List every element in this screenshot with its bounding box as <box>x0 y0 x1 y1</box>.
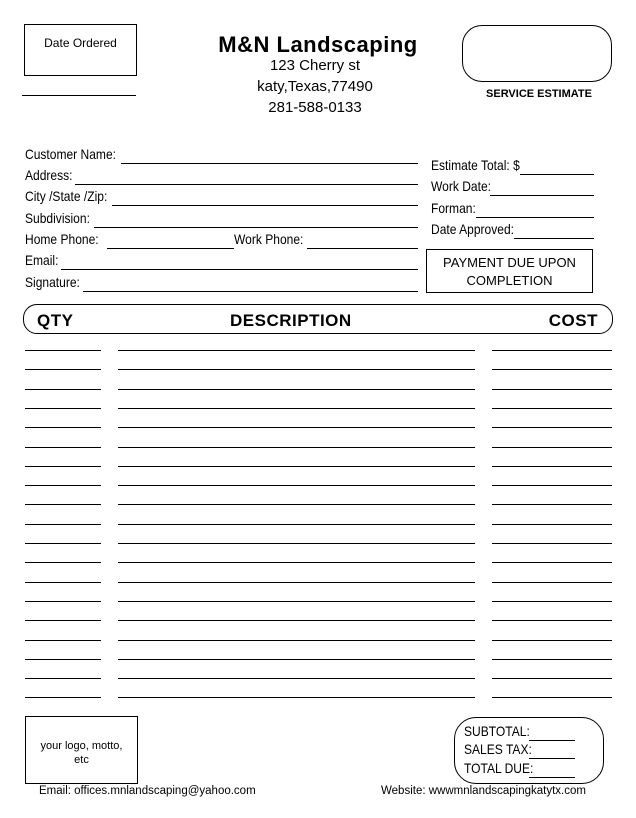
logo-placeholder-line1: your logo, motto, <box>40 740 123 752</box>
description-line[interactable] <box>118 427 475 428</box>
qty-line[interactable] <box>25 389 101 390</box>
qty-line[interactable] <box>25 562 101 563</box>
cost-line[interactable] <box>492 466 612 467</box>
home-phone-label: Home Phone: <box>25 231 99 247</box>
work-phone-field[interactable] <box>307 248 418 249</box>
subdivision-label: Subdivision: <box>25 210 90 226</box>
qty-line[interactable] <box>25 678 101 679</box>
description-line[interactable] <box>118 466 475 467</box>
table-header-bar <box>23 304 613 334</box>
description-line[interactable] <box>118 408 475 409</box>
email-field[interactable] <box>61 269 418 270</box>
cost-line[interactable] <box>492 678 612 679</box>
cost-line[interactable] <box>492 582 612 583</box>
description-line[interactable] <box>118 543 475 544</box>
work-date-label: Work Date: <box>431 178 491 194</box>
cost-line[interactable] <box>492 640 612 641</box>
service-estimate-label: SERVICE ESTIMATE <box>486 88 592 100</box>
address-label: Address: <box>25 167 73 183</box>
qty-line[interactable] <box>25 485 101 486</box>
city-state-zip-field[interactable] <box>112 205 418 206</box>
description-header: DESCRIPTION <box>230 311 352 330</box>
cost-line[interactable] <box>492 620 612 621</box>
description-line[interactable] <box>118 678 475 679</box>
cost-line[interactable] <box>492 427 612 428</box>
city-state-zip-label: City /State /Zip: <box>25 188 108 204</box>
cost-line[interactable] <box>492 562 612 563</box>
description-line[interactable] <box>118 389 475 390</box>
subdivision-field[interactable] <box>94 227 418 228</box>
description-line[interactable] <box>118 369 475 370</box>
qty-header: QTY <box>37 311 74 330</box>
description-line[interactable] <box>118 697 475 698</box>
qty-line[interactable] <box>25 369 101 370</box>
work-phone-label: Work Phone: <box>234 231 304 247</box>
qty-line[interactable] <box>25 447 101 448</box>
description-line[interactable] <box>118 640 475 641</box>
date-approved-label: Date Approved: <box>431 221 515 237</box>
footer-email: Email: offices.mnlandscaping@yahoo.com <box>39 785 256 797</box>
qty-line[interactable] <box>25 697 101 698</box>
description-line[interactable] <box>118 447 475 448</box>
description-line[interactable] <box>118 562 475 563</box>
cost-line[interactable] <box>492 601 612 602</box>
company-city: katy,Texas,77490 <box>257 78 373 95</box>
qty-line[interactable] <box>25 601 101 602</box>
cost-line[interactable] <box>492 447 612 448</box>
cost-line[interactable] <box>492 485 612 486</box>
subtotal-label: SUBTOTAL: <box>464 723 530 739</box>
signature-label: Signature: <box>25 274 80 290</box>
sales-tax-label: SALES TAX: <box>464 741 532 757</box>
description-line[interactable] <box>118 659 475 660</box>
cost-line[interactable] <box>492 408 612 409</box>
address-field[interactable] <box>75 184 418 185</box>
description-line[interactable] <box>118 350 475 351</box>
date-ordered-label: Date Ordered <box>44 36 117 50</box>
company-phone: 281-588-0133 <box>268 99 362 116</box>
qty-line[interactable] <box>25 350 101 351</box>
description-line[interactable] <box>118 504 475 505</box>
description-line[interactable] <box>118 485 475 486</box>
cost-line[interactable] <box>492 524 612 525</box>
estimate-total-field[interactable] <box>520 174 594 175</box>
date-ordered-line <box>22 95 136 96</box>
home-phone-field[interactable] <box>107 248 234 249</box>
qty-line[interactable] <box>25 659 101 660</box>
cost-line[interactable] <box>492 659 612 660</box>
description-line[interactable] <box>118 524 475 525</box>
qty-line[interactable] <box>25 466 101 467</box>
payment-notice-line1: PAYMENT DUE UPON <box>443 255 576 270</box>
description-line[interactable] <box>118 620 475 621</box>
qty-line[interactable] <box>25 543 101 544</box>
cost-line[interactable] <box>492 504 612 505</box>
payment-notice-line2: COMPLETION <box>466 273 553 288</box>
logo-placeholder-box <box>25 716 138 784</box>
cost-line[interactable] <box>492 350 612 351</box>
total-due-label: TOTAL DUE: <box>464 760 534 776</box>
qty-line[interactable] <box>25 408 101 409</box>
customer-name-label: Customer Name: <box>25 146 116 162</box>
estimate-number-box[interactable] <box>462 25 612 82</box>
cost-header: COST <box>548 311 598 330</box>
company-address: 123 Cherry st <box>269 57 361 74</box>
customer-name-field[interactable] <box>121 163 418 164</box>
qty-line[interactable] <box>25 524 101 525</box>
footer-website: Website: wwwmnlandscapingkatytx.com <box>381 785 586 797</box>
estimate-total-label: Estimate Total: $ <box>431 157 520 173</box>
qty-line[interactable] <box>25 427 101 428</box>
logo-placeholder-line2: etc <box>74 754 89 766</box>
qty-line[interactable] <box>25 620 101 621</box>
work-date-field[interactable] <box>490 195 594 196</box>
forman-field[interactable] <box>476 217 594 218</box>
company-name: M&N Landscaping <box>218 32 418 57</box>
description-line[interactable] <box>118 582 475 583</box>
signature-field[interactable] <box>83 291 418 292</box>
description-line[interactable] <box>118 601 475 602</box>
cost-line[interactable] <box>492 543 612 544</box>
email-label: Email: <box>25 252 59 268</box>
forman-label: Forman: <box>431 200 476 216</box>
cost-line[interactable] <box>492 697 612 698</box>
qty-line[interactable] <box>25 504 101 505</box>
qty-line[interactable] <box>25 640 101 641</box>
qty-line[interactable] <box>25 582 101 583</box>
payment-notice-box <box>426 249 593 293</box>
total-due-field[interactable] <box>529 777 575 778</box>
cost-line[interactable] <box>492 389 612 390</box>
date-ordered-box <box>24 24 137 76</box>
date-approved-field[interactable] <box>514 238 594 239</box>
cost-line[interactable] <box>492 369 612 370</box>
sales-tax-field[interactable] <box>529 758 575 759</box>
